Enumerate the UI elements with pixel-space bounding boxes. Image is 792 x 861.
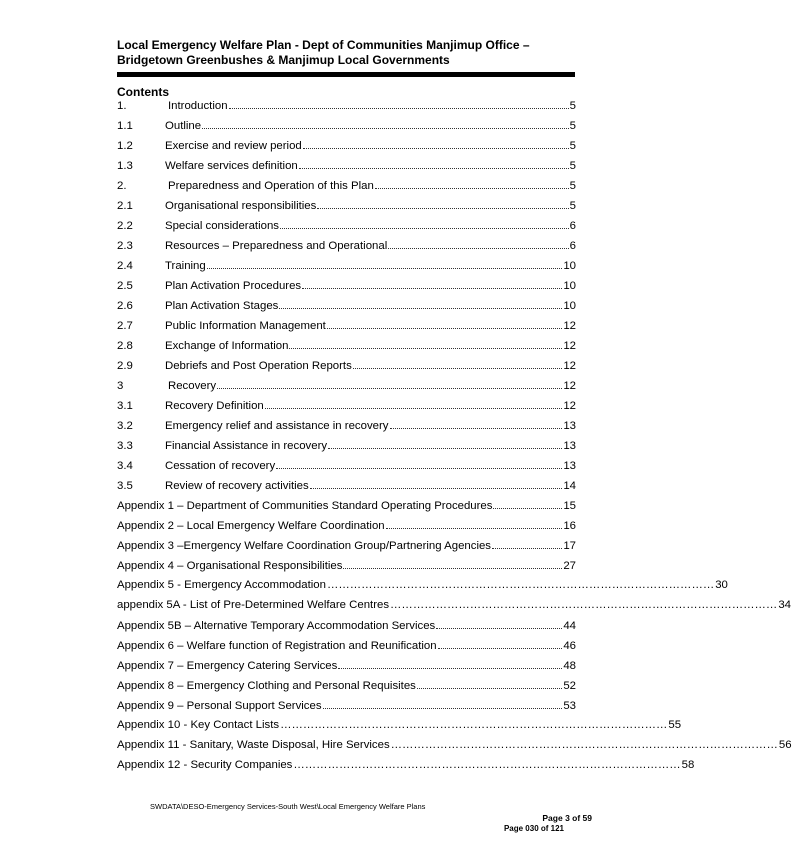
toc-leader-dots [289, 338, 562, 349]
toc-entry-page: 34 [778, 599, 791, 611]
toc-entry[interactable] [117, 358, 576, 378]
toc-entry[interactable] [117, 338, 576, 358]
toc-entry-page: 27 [563, 560, 576, 572]
toc-entry[interactable] [117, 238, 576, 258]
toc-entry[interactable] [117, 638, 576, 658]
toc-entry-number: 2.5 [117, 280, 133, 292]
toc-entry-number: 2.6 [117, 300, 133, 312]
toc-entry-title: Appendix 4 – Organisational Responsibilities [117, 560, 343, 572]
toc-entry[interactable] [117, 718, 682, 738]
toc-entry[interactable] [117, 758, 695, 778]
toc-entry-number: 2.9 [117, 360, 133, 372]
toc-entry[interactable] [117, 598, 791, 618]
toc-leader-dots: ………………………………………………………………………………………… [390, 599, 778, 611]
toc-leader-dots [299, 158, 569, 169]
toc-entry-title: Plan Activation Procedures [165, 280, 302, 292]
toc-leader-dots [207, 258, 563, 269]
table-of-contents [117, 98, 792, 778]
toc-leader-dots [276, 458, 562, 469]
toc-entry[interactable] [117, 698, 576, 718]
toc-entry-title: Welfare services definition [165, 160, 298, 172]
toc-entry-title: Training [165, 260, 206, 272]
toc-entry[interactable] [117, 458, 576, 478]
toc-entry-title: Exchange of Information [165, 340, 289, 352]
toc-entry-title: Appendix 7 – Emergency Catering Services [117, 660, 338, 672]
toc-leader-dots [328, 438, 562, 449]
toc-leader-dots [323, 698, 563, 709]
toc-entry-title: Organisational responsibilities [165, 200, 317, 212]
toc-entry-page: 5 [569, 200, 576, 212]
toc-entry[interactable] [117, 98, 576, 118]
toc-leader-dots [417, 678, 562, 689]
toc-leader-dots [493, 498, 562, 509]
toc-entry[interactable] [117, 418, 576, 438]
toc-leader-dots [217, 378, 562, 389]
toc-entry-page: 12 [563, 340, 576, 352]
toc-entry[interactable] [117, 578, 728, 598]
header-rule [117, 72, 575, 77]
toc-leader-dots: ………………………………………………………………………………………… [326, 579, 715, 591]
toc-leader-dots [375, 178, 569, 189]
toc-entry[interactable] [117, 278, 576, 298]
footer-page-of: Page 3 of 59 [542, 813, 592, 823]
toc-entry-title: Appendix 6 – Welfare function of Registration and Reunification [117, 640, 437, 652]
toc-entry[interactable] [117, 378, 576, 398]
toc-entry-page: 44 [563, 620, 576, 632]
toc-entry-number: 1. [117, 100, 127, 112]
toc-entry[interactable] [117, 398, 576, 418]
toc-entry-page: 52 [563, 680, 576, 692]
toc-leader-dots [338, 658, 562, 669]
toc-entry[interactable] [117, 178, 576, 198]
toc-leader-dots [229, 98, 569, 109]
toc-entry-page: 6 [569, 240, 576, 252]
toc-entry[interactable] [117, 198, 576, 218]
toc-leader-dots: ………………………………………………………………………………………… [280, 719, 668, 731]
toc-entry-number: 3.2 [117, 420, 133, 432]
toc-entry-title: Appendix 11 - Sanitary, Waste Disposal, Hire Services [117, 739, 390, 751]
toc-entry-title: Special considerations [165, 220, 279, 232]
toc-entry-number: 2.7 [117, 320, 133, 332]
toc-entry-number: 2.1 [117, 200, 133, 212]
toc-leader-dots [317, 198, 568, 209]
toc-entry[interactable] [117, 738, 792, 758]
toc-entry-title: Appendix 10 - Key Contact Lists [117, 719, 280, 731]
toc-leader-dots [390, 418, 563, 429]
toc-leader-dots [388, 238, 568, 249]
toc-entry-title: Financial Assistance in recovery [165, 440, 328, 452]
toc-entry-page: 12 [563, 320, 576, 332]
toc-entry-title: Review of recovery activities [165, 480, 309, 492]
toc-entry[interactable] [117, 258, 576, 278]
toc-entry-number: 3.5 [117, 480, 133, 492]
toc-entry[interactable] [117, 138, 576, 158]
toc-entry-page: 17 [563, 540, 576, 552]
toc-entry-page: 10 [563, 300, 576, 312]
toc-entry-page: 30 [715, 579, 728, 591]
toc-entry-page: 5 [569, 140, 576, 152]
toc-entry-title: Appendix 2 – Local Emergency Welfare Coordination [117, 520, 385, 532]
toc-leader-dots [279, 298, 562, 309]
toc-entry-title: Introduction [168, 100, 228, 112]
toc-entry[interactable] [117, 678, 576, 698]
toc-entry-title: Exercise and review period [165, 140, 302, 152]
toc-entry[interactable] [117, 218, 576, 238]
toc-entry[interactable] [117, 518, 576, 538]
toc-entry-title: Appendix 9 – Personal Support Services [117, 700, 322, 712]
toc-entry-number: 2. [117, 180, 127, 192]
toc-entry-number: 1.3 [117, 160, 133, 172]
toc-entry-page: 46 [563, 640, 576, 652]
toc-entry[interactable] [117, 318, 576, 338]
toc-entry[interactable] [117, 618, 576, 638]
toc-leader-dots [353, 358, 563, 369]
toc-entry-page: 12 [563, 360, 576, 372]
toc-entry-title: Appendix 1 – Department of Communities Standard Operating Procedures [117, 500, 493, 512]
toc-leader-dots [302, 278, 562, 289]
toc-entry-title: Appendix 3 –Emergency Welfare Coordination Group/Partnering Agencies [117, 540, 491, 552]
toc-entry[interactable] [117, 118, 576, 138]
toc-leader-dots [310, 478, 563, 489]
toc-entry[interactable] [117, 658, 576, 678]
toc-entry-page: 58 [681, 759, 695, 771]
toc-entry[interactable] [117, 438, 576, 458]
toc-entry-page: 5 [569, 120, 576, 132]
toc-entry-number: 2.3 [117, 240, 133, 252]
toc-entry-title: Appendix 5B – Alternative Temporary Accommodation Services [117, 620, 436, 632]
toc-entry-number: 2.2 [117, 220, 133, 232]
toc-leader-dots [327, 318, 563, 329]
toc-entry-title: Recovery [168, 380, 217, 392]
toc-entry-title: Cessation of recovery [165, 460, 276, 472]
toc-entry-number: 1.1 [117, 120, 133, 132]
toc-entry-title: Outline [165, 120, 202, 132]
toc-entry-number: 3.4 [117, 460, 133, 472]
toc-entry-page: 10 [563, 280, 576, 292]
toc-entry-title: Appendix 12 - Security Companies [117, 759, 293, 771]
toc-entry-page: 12 [563, 400, 576, 412]
toc-leader-dots [265, 398, 563, 409]
toc-entry-number: 3.1 [117, 400, 133, 412]
toc-entry-title: Debriefs and Post Operation Reports [165, 360, 352, 372]
document-header-title: Local Emergency Welfare Plan - Dept of Communities Manjimup Office – Bridgetown Greenbushes & Manjimup Local Governments [117, 38, 530, 67]
toc-entry[interactable] [117, 158, 576, 178]
toc-entry-number: 2.8 [117, 340, 133, 352]
toc-entry-title: Appendix 5 - Emergency Accommodation [117, 579, 326, 591]
toc-entry-title: Plan Activation Stages [165, 300, 279, 312]
toc-entry-page: 14 [563, 480, 576, 492]
toc-entry-number: 2.4 [117, 260, 133, 272]
toc-entry-title: Appendix 8 – Emergency Clothing and Personal Requisites [117, 680, 416, 692]
toc-entry-title: Resources – Preparedness and Operational [165, 240, 388, 252]
toc-leader-dots [438, 638, 563, 649]
contents-heading: Contents [117, 85, 169, 99]
toc-entry-number: 3.3 [117, 440, 133, 452]
toc-entry[interactable] [117, 298, 576, 318]
toc-entry-number: 3 [117, 380, 124, 392]
toc-entry-title: Recovery Definition [165, 400, 264, 412]
toc-entry-page: 5 [569, 180, 576, 192]
toc-leader-dots: ………………………………………………………………………………………… [390, 739, 778, 751]
toc-entry-title: Emergency relief and assistance in recovery [165, 420, 389, 432]
toc-leader-dots: ………………………………………………………………………………………… [293, 759, 681, 771]
toc-entry-number: 1.2 [117, 140, 133, 152]
toc-leader-dots [436, 618, 562, 629]
toc-leader-dots [202, 118, 569, 129]
toc-entry-title: Public Information Management [165, 320, 326, 332]
toc-entry[interactable] [117, 558, 576, 578]
toc-entry-page: 15 [563, 500, 576, 512]
toc-entry-page: 5 [569, 100, 576, 112]
toc-leader-dots [280, 218, 569, 229]
toc-entry-page: 13 [563, 440, 576, 452]
toc-entry[interactable] [117, 478, 576, 498]
toc-leader-dots [343, 558, 562, 569]
toc-leader-dots [492, 538, 562, 549]
footer-page-global: Page 030 of 121 [503, 824, 564, 833]
toc-entry-title: Preparedness and Operation of this Plan [168, 180, 374, 192]
toc-entry-page: 56 [778, 739, 792, 751]
footer-path: SWDATA\DESO-Emergency Services-South West\Local Emergency Welfare Plans [150, 802, 426, 811]
toc-entry-page: 10 [563, 260, 576, 272]
toc-entry-page: 13 [563, 460, 576, 472]
toc-entry-page: 16 [563, 520, 576, 532]
toc-entry-page: 6 [569, 220, 576, 232]
toc-entry-page: 5 [569, 160, 576, 172]
toc-leader-dots [386, 518, 563, 529]
toc-entry-title: appendix 5A - List of Pre-Determined Welfare Centres [117, 599, 390, 611]
toc-entry-page: 12 [563, 380, 576, 392]
toc-entry[interactable] [117, 538, 576, 558]
toc-entry-page: 13 [563, 420, 576, 432]
toc-leader-dots [303, 138, 569, 149]
toc-entry[interactable] [117, 498, 576, 518]
toc-entry-page: 55 [668, 719, 682, 731]
toc-entry-page: 53 [563, 700, 576, 712]
toc-entry-page: 48 [563, 660, 576, 672]
